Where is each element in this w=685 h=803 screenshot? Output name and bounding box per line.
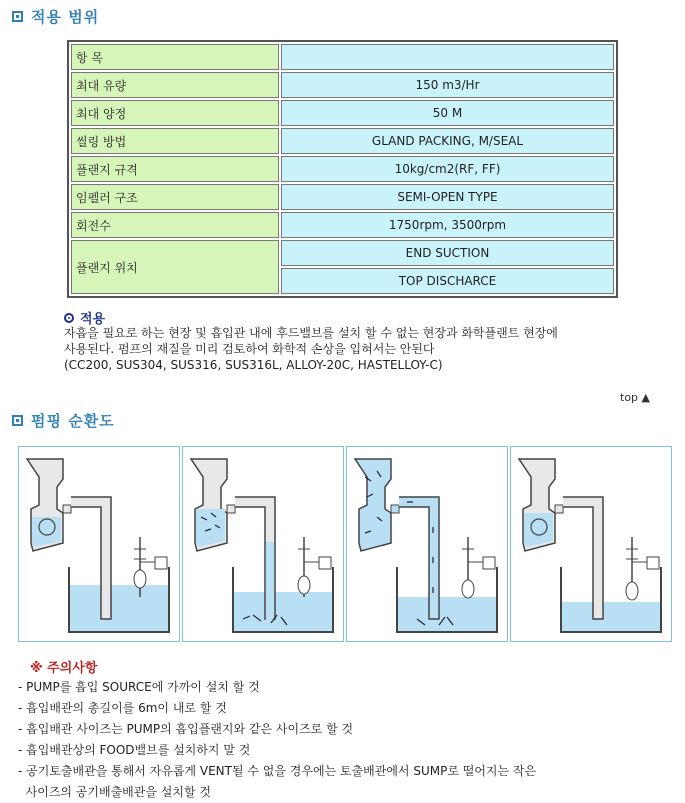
application-line: 자흡을 필요로 하는 현장 및 흡입관 내에 후드밸브를 설치 할 수 없는 현장과 화학플랜트 현장에 [64,326,558,340]
spec-header-label: 항 목 [71,44,279,70]
pump-diagram [183,447,343,641]
list-item: 사이즈의 공기배출배관을 설치할 것 [18,785,211,799]
spec-label: 최대 유량 [71,72,279,98]
spec-label: 임펠러 구조 [71,184,279,210]
list-item: - 흡입배관상의 FOOD밸브를 설치하지 말 것 [18,743,251,757]
spec-value: 50 M [281,100,614,126]
square-bullet-icon [12,11,23,22]
pumping-stage-1 [18,446,180,642]
list-item: - 흡입배관의 총길이를 6m이 내로 할 것 [18,701,227,715]
spec-value: 150 m3/Hr [281,72,614,98]
bullseye-icon [64,313,74,323]
pump-diagram [511,447,671,641]
spec-label-flange-position: 플랜지 위치 [71,240,279,294]
spec-label: 씰링 방법 [71,128,279,154]
spec-label: 최대 양정 [71,100,279,126]
spec-value: 10kg/cm2(RF, FF) [281,156,614,182]
caution-title: ※ 주의사항 [30,661,98,676]
section-title-text: 펌핑 순환도 [31,412,115,430]
application-line: (CC200, SUS304, SUS316, SUS316L, ALLOY-20C, HASTELLOY-C) [64,358,443,372]
pumping-stage-2 [182,446,344,642]
table-row [71,240,614,266]
list-item: - 흡입배관 사이즈는 PUMP의 흡입플랜지와 같은 사이즈로 할 것 [18,722,354,736]
table-row [71,212,614,238]
spec-label: 플랜지 규격 [71,156,279,182]
spec-value: END SUCTION [281,240,614,266]
application-line: 사용된다. 펌프의 재질을 미리 검토하여 화학적 손상을 입혀서는 안된다 [64,342,435,356]
spec-label: 회전수 [71,212,279,238]
table-row [71,100,614,126]
spec-value: TOP DISCHARCE [281,268,614,294]
square-bullet-icon [12,415,23,426]
pump-diagram [19,447,179,641]
spec-value: 1750rpm, 3500rpm [281,212,614,238]
table-row [71,184,614,210]
spec-table [67,40,618,298]
table-row [71,72,614,98]
spec-value: GLAND PACKING, M/SEAL [281,128,614,154]
table-row [71,156,614,182]
table-row [71,128,614,154]
section-title-application-range [12,6,99,27]
spec-header-value [281,44,614,70]
application-title-text: 적용 [80,312,106,327]
section-title-pumping-cycle [12,410,115,431]
table-row [71,44,614,70]
pumping-stage-3 [346,446,508,642]
spec-value: SEMI-OPEN TYPE [281,184,614,210]
list-item: - PUMP를 흡입 SOURCE에 가까이 설치 할 것 [18,680,260,694]
top-link[interactable]: top ▲ [620,391,650,404]
section-title-text: 적용 범위 [31,8,100,26]
application-description [64,325,664,373]
list-item: - 공기토출배관을 통해서 자유롭게 VENT될 수 없을 경우에는 토출배관에서 SUMP로 떨어지는 작은 [18,764,537,778]
pumping-stage-4 [510,446,672,642]
pump-diagram [347,447,507,641]
caution-list [18,677,536,803]
